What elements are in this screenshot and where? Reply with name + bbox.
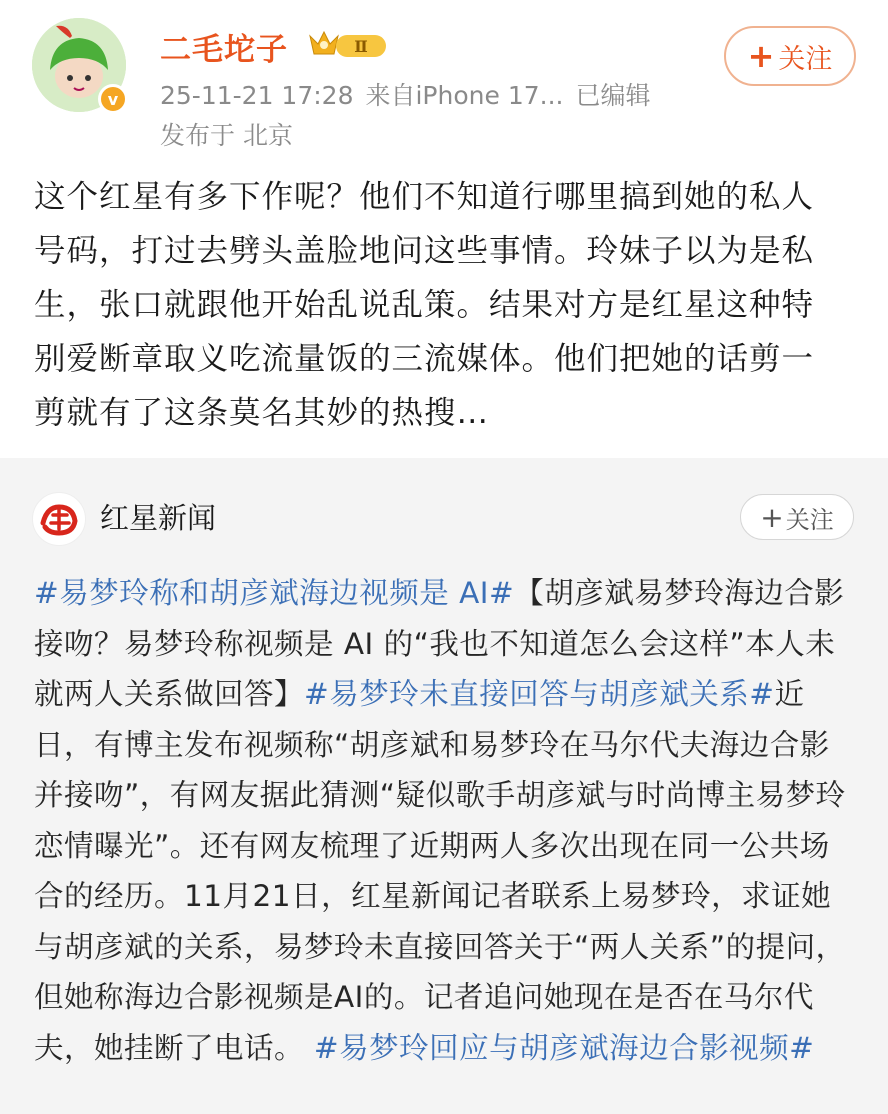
- post-source[interactable]: 来自iPhone 17...: [365, 81, 564, 110]
- post-location: 发布于 北京: [160, 121, 293, 150]
- username[interactable]: 二毛坨子: [160, 32, 288, 68]
- repost-body: [34, 568, 854, 1073]
- repost-card[interactable]: [0, 458, 888, 1114]
- vip-crown-icon: [306, 28, 392, 62]
- hongxing-logo-icon[interactable]: [32, 492, 86, 546]
- plus-icon: +: [747, 37, 775, 75]
- repost-account-name[interactable]: 红星新闻: [100, 501, 217, 535]
- follow-button[interactable]: [724, 26, 856, 86]
- follow-label: 关注: [785, 505, 834, 534]
- hashtag-link[interactable]: #易梦玲未直接回答与胡彦斌关系#: [304, 677, 775, 711]
- post-timestamp: 25-11-21 17:28: [160, 81, 354, 110]
- hashtag-link[interactable]: #易梦玲回应与胡彦斌海边合影视频#: [313, 1030, 815, 1065]
- follow-label: 关注: [778, 43, 833, 75]
- post-body: 这个红星有多下作呢？他们不知道行哪里搞到她的私人号码，打过去劈头盖脸地问这些事情。玲妹子以为是私生，张口就跟他开始乱说乱策。结果对方是红星这种特别爱断章取义吃流量饭的三流媒体。他们把她的话剪一剪就有了这条莫名其妙的热搜…: [34, 179, 815, 431]
- hashtag-link[interactable]: #易梦玲称和胡彦斌海边视频是 AI#: [34, 576, 515, 610]
- post-meta: [160, 76, 651, 112]
- plus-icon: +: [760, 500, 784, 534]
- verified-icon: v: [98, 84, 128, 114]
- vip-level: Ⅱ: [354, 37, 368, 56]
- repost-text-segment: 近日，有博主发布视频称“胡彦斌和易梦玲在马尔代夫海边合影并接吻”，有网友据此猜测“疑似歌手胡彦斌与时尚博主易梦玲恋情曝光”。还有网友梳理了近期两人多次出现在同一公共场合的经历。11月21日，红星新闻记者联系上易梦玲，求证她与胡彦斌的关系，易梦玲未直接回答关于“两人关系”的提问，但她称海边合影视频是AI的。记者追问她现在是否在马尔代夫，她挂断了电话。: [34, 677, 846, 1065]
- repost-follow-button[interactable]: [740, 494, 854, 540]
- edited-label[interactable]: 已编辑: [575, 81, 651, 110]
- repost-text-segment: 【胡彦斌易梦玲海边合影接吻？易梦玲称视频是 AI 的“我也不知道怎么会这样”本人未就两人关系做回答】: [34, 576, 845, 711]
